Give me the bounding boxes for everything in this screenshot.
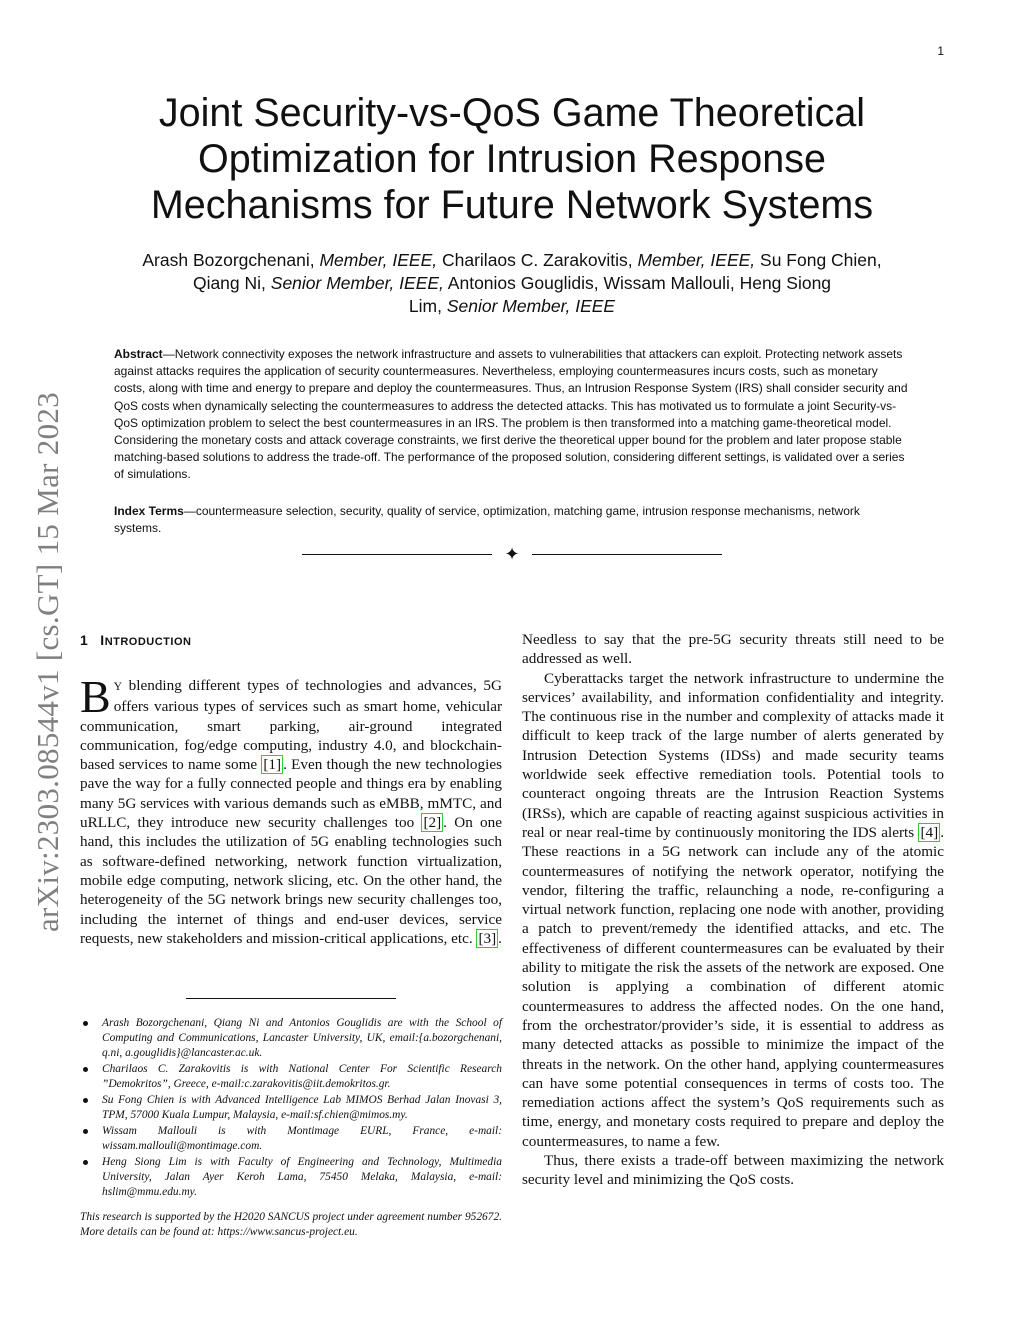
divider-line-right	[532, 554, 722, 555]
index-terms-label: Index Terms	[114, 504, 184, 518]
paragraph-text: blending different types of technologies and advances, 5G offers various types of services such as smart home, vehicular communication, smart parking, air-ground integrated communication, fog/edge computing, industry 4.0, and blockchain-based services to name some	[80, 677, 502, 774]
author-role: Senior Member, IEEE	[446, 296, 616, 316]
citation-link[interactable]: [4]	[920, 823, 939, 841]
author-role: Member, IEEE,	[637, 250, 756, 270]
author-name: Lim,	[408, 296, 447, 316]
paragraph-text: . On one hand, this includes the utilization of 5G enabling technologies such as software-defined networking, network function virtualization, mobile edge computing, network slicing, etc. On the other hand, the heterogeneity of the 5G network brings new security challenges too, including the internet of things and end-user devices, service requests, new stakeholders and mission-critical applications, etc.	[80, 814, 502, 947]
citation-link[interactable]: [1]	[263, 756, 282, 774]
author-name: Su Fong Chien,	[755, 250, 882, 270]
footnotes	[80, 1016, 502, 1240]
page-number: 1	[937, 44, 944, 58]
intro-paragraph-2: Needless to say that the pre-5G security threats still need to be addressed as well.	[522, 631, 944, 668]
citation-link[interactable]: [3]	[478, 929, 497, 947]
drop-cap: B	[80, 671, 111, 722]
section-title-rest: NTRODUCTION	[104, 636, 192, 648]
intro-paragraph-3	[522, 669, 944, 1151]
citation-link[interactable]: [2]	[423, 814, 442, 832]
author-line-3	[110, 295, 914, 318]
drop-cap-smallcaps: Y	[113, 681, 122, 693]
index-terms	[114, 503, 910, 537]
section-title-initial: I	[100, 632, 105, 648]
paragraph-text: . These reactions in a 5G network can include any of the atomic countermeasures of notifying the network operator, notifying the vendor, filtering the traffic, relaunching a node, re-configuring a virtual network function, replacing one node with another, providing a patch to prevent/remedy the identified attacks, and etc. The effectiveness of different countermeasures can be evaluated by their ability to mitigate the risk the assets of the network are exposed. One solution is applying a combination of different atomic countermeasures to address the affected nodes. On the one hand, from the orchestrator/provider’s side, it is essential to address as many detected attacks as possible to minimize the impact of the threats in the network. On the other hand, applying countermeasures can have some potential consequences in terms of costs too. The remediation actions affect the system’s QoS requirements such as time, energy, and monetary costs required to prepare and deploy the countermeasures, to name a few.	[522, 823, 944, 1150]
arxiv-stamp-text: arXiv:2303.08544v1 [cs.GT] 15 Mar 2023	[30, 391, 65, 933]
author-name: Antonios Gouglidis, Wissam Mallouli, Heng Siong	[443, 273, 832, 293]
footnote-item: Su Fong Chien is with Advanced Intelligence Lab MIMOS Berhad Jalan Inovasi 3, TPM, 57000 Kuala Lumpur, Malaysia, e-mail:sf.chien@mimos.my.	[80, 1093, 502, 1123]
footnote-item: Wissam Mallouli is with Montimage EURL, France, e-mail: wissam.mallouli@montimage.com.	[80, 1124, 502, 1154]
author-role: Senior Member, IEEE,	[270, 273, 444, 293]
footnote-item: Heng Siong Lim is with Faculty of Engineering and Technology, Multimedia University, Jalan Ayer Keroh Lama, 75450 Melaka, Malaysia, e-mail: hslim@mmu.edu.my.	[80, 1155, 502, 1200]
author-list	[110, 249, 914, 318]
affiliation-list	[80, 1016, 502, 1200]
title-line-2: Optimization for Intrusion Response	[198, 137, 826, 181]
title-line-3: Mechanisms for Future Network Systems	[150, 183, 874, 227]
index-terms-text: —countermeasure selection, security, quality of service, optimization, matching game, intrusion response mechanisms, network systems.	[114, 504, 860, 536]
author-name: Qiang Ni,	[192, 273, 271, 293]
divider-star-icon: ✦	[504, 544, 520, 564]
author-name: Charilaos C. Zarakovitis,	[437, 250, 638, 270]
paper-title	[90, 90, 934, 228]
right-column	[522, 630, 944, 1190]
title-line-1: Joint Security-vs-QoS Game Theoretical	[158, 91, 866, 135]
section-number: 1	[80, 632, 89, 648]
intro-paragraph-4: Thus, there exists a trade-off between maximizing the network security level and minimizing the QoS costs.	[522, 1152, 944, 1189]
author-line-2	[110, 272, 914, 295]
abstract	[114, 346, 910, 484]
intro-paragraph-1	[80, 671, 502, 948]
author-line-1	[110, 249, 914, 272]
divider-line-left	[302, 554, 492, 555]
paragraph-text: . Even though the new technologies pave the way for a fully connected people and things era by enabling many 5G services with various demands such as eMBB, mMTC, and uRLLC, they introduce new security challenges too	[80, 756, 502, 832]
funding-note: This research is supported by the H2020 SANCUS project under agreement number 952672. More details can be found at: https://www.sancus-project.eu.	[80, 1211, 502, 1238]
author-role: Member, IEEE,	[319, 250, 438, 270]
abstract-label: Abstract	[114, 347, 163, 361]
footnote-item: Charilaos C. Zarakovitis is with National Center For Scientific Research ”Demokritos”, Greece, e-mail:c.zarakovitis@iit.demokritos.gr.	[80, 1062, 502, 1092]
paragraph-text: .	[498, 929, 502, 947]
section-heading-introduction	[80, 630, 502, 652]
footnote-item: Arash Bozorgchenani, Qiang Ni and Antonios Gouglidis are with the School of Computing and Communications, Lancaster University, UK, email:{a.bozorgchenani, q.ni, a.gouglidis}@lancaster.ac.uk.	[80, 1016, 502, 1061]
author-name: Arash Bozorgchenani,	[142, 250, 320, 270]
footnote-rule	[186, 998, 396, 999]
section-divider	[302, 545, 722, 565]
abstract-text: —Network connectivity exposes the network infrastructure and assets to vulnerabilities that attackers can exploit. Protecting network assets against attacks requires the application of security countermeasures. Nevertheless, employing countermeasures incurs costs, such as monetary costs, along with time and energy to prepare and deploy the countermeasures. Thus, an Intrusion Response System (IRS) shall consider security and QoS costs when dynamically selecting the countermeasures to address the detected attacks. This has motivated us to formulate a joint Security-vs-QoS optimization problem to select the best countermeasures in an IRS. The problem is then transformed into a matching game-theoretical model. Considering the monetary costs and attack coverage constraints, we first derive the theoretical upper bound for the problem and later propose stable matching-based solutions to address the trade-off. The performance of the proposed solution, considering different settings, is validated over a series of simulations.	[114, 347, 908, 482]
left-column	[80, 630, 502, 948]
paragraph-text: Cyberattacks target the network infrastructure to undermine the services’ availability, and information confidentiality and integrity. The continuous rise in the number and complexity of attacks made it difficult to keep track of the large number of alerts generated by Intrusion Detection Systems (IDSs) and made security teams worldwide seek effective remediation tools. Potential tools to counteract ongoing threats are the Intrusion Reaction Systems (IRSs), which are capable of reacting against suspicious activities in real or near real-time by continuously monitoring the IDS alerts	[522, 669, 944, 841]
